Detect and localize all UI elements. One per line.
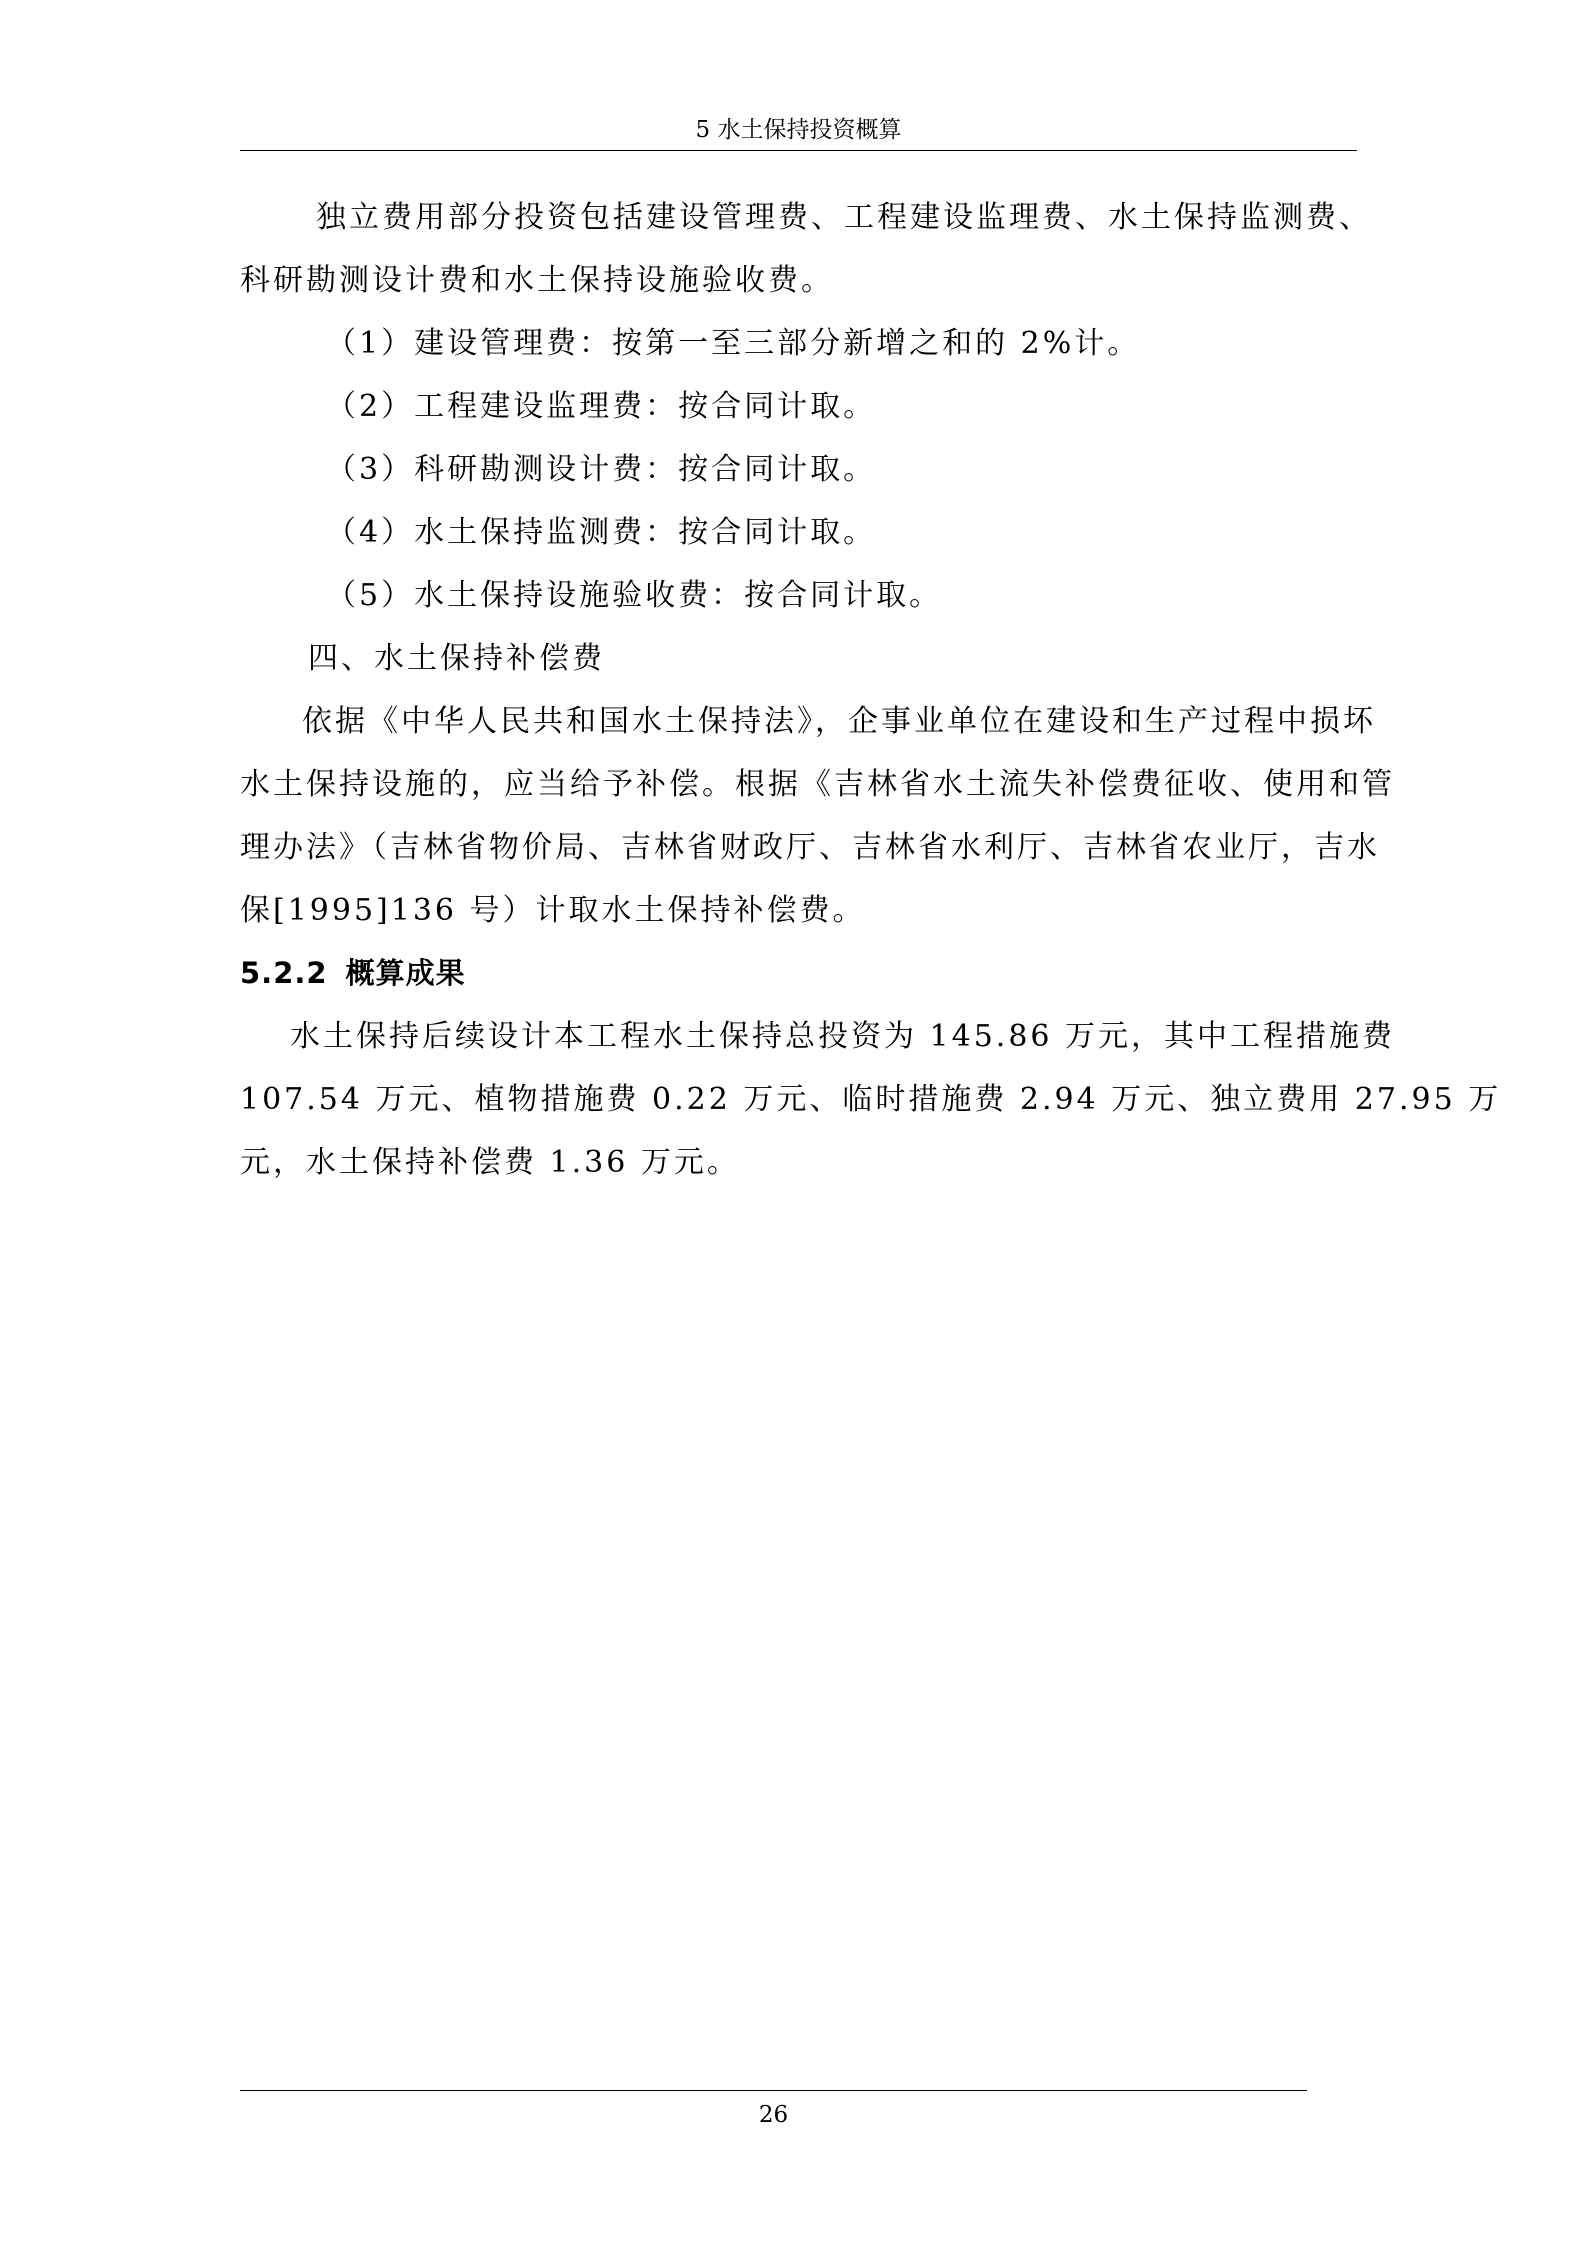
- page-number: 26: [758, 2102, 789, 2128]
- subsection-heading: [240, 942, 1357, 1005]
- header-divider: [240, 150, 1357, 151]
- subsection-number: 5.2.2: [240, 956, 328, 990]
- compensation-paragraph-line-2: 水土保持设施的，应当给予补偿。根据《吉林省水土流失补偿费征收、使用和管: [240, 767, 1395, 802]
- intro-paragraph-line-2: 科研勘测设计费和水土保持设施验收费。: [240, 263, 834, 298]
- section-heading-compensation: 四、水土保持补偿费: [308, 641, 605, 676]
- result-paragraph-line-2: 107.54 万元、植物措施费 0.22 万元、临时措施费 2.94 万元、独立费用 27.95 万: [240, 1082, 1502, 1117]
- result-paragraph-line-1: 水土保持后续设计本工程水土保持总投资为 145.86 万元，其中工程措施费: [290, 1019, 1396, 1054]
- list-item-monitoring-fee: （4）水土保持监测费：按合同计取。: [326, 515, 877, 550]
- intro-paragraph-line-1: 独立费用部分投资包括建设管理费、工程建设监理费、水土保持监测费、: [316, 200, 1372, 235]
- list-item-survey-design-fee: （3）科研勘测设计费：按合同计取。: [326, 452, 877, 487]
- page-header-title: 5 水土保持投资概算: [695, 117, 902, 143]
- list-item-management-fee: （1）建设管理费：按第一至三部分新增之和的 2%计。: [326, 326, 1141, 361]
- compensation-paragraph-line-4: 保[1995]136 号）计取水土保持补偿费。: [240, 893, 866, 928]
- footer-divider: [240, 2090, 1307, 2091]
- list-item-acceptance-fee: （5）水土保持设施验收费：按合同计取。: [326, 578, 943, 613]
- compensation-paragraph-line-3: 理办法》（吉林省物价局、吉林省财政厅、吉林省水利厅、吉林省农业厅，吉水: [240, 830, 1380, 865]
- subsection-title: 概算成果: [345, 956, 466, 990]
- compensation-paragraph-line-1: 依据《中华人民共和国水土保持法》，企事业单位在建设和生产过程中损坏: [302, 704, 1376, 739]
- page-body: [240, 186, 1502, 1194]
- result-paragraph-line-3: 元，水土保持补偿费 1.36 万元。: [240, 1145, 740, 1180]
- list-item-supervision-fee: （2）工程建设监理费：按合同计取。: [326, 389, 877, 424]
